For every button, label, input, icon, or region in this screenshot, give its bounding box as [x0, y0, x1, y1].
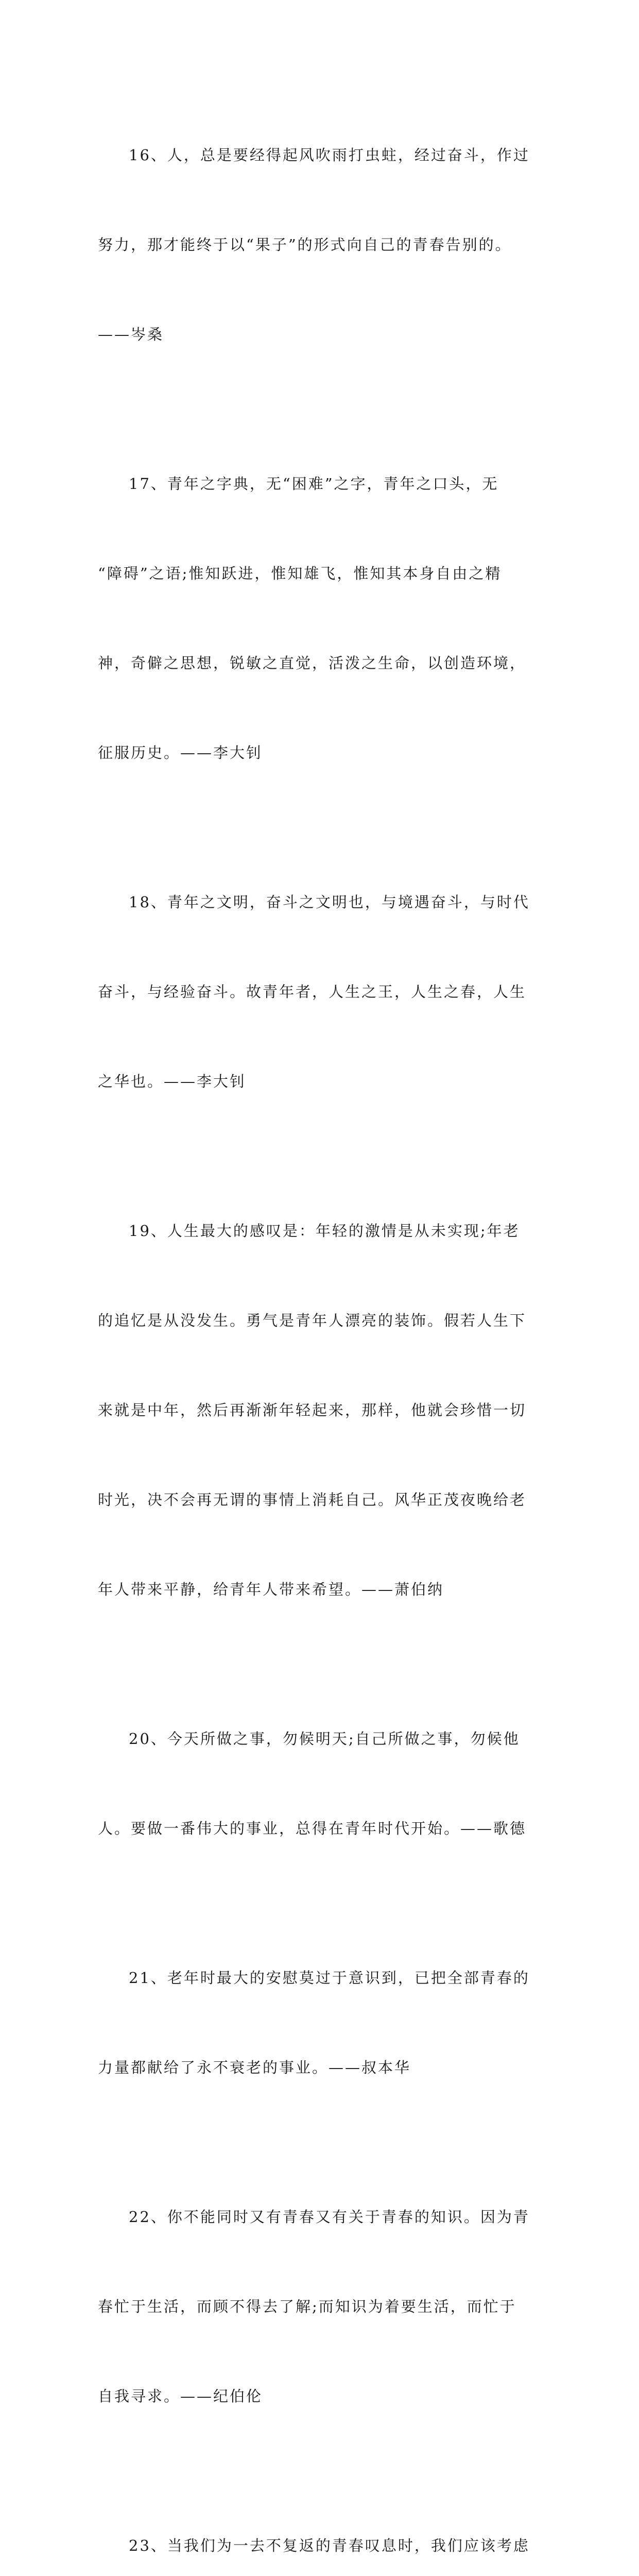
quote-paragraph-19 [98, 1156, 541, 1664]
text-line: 征服历史。——李大钊 [98, 744, 263, 761]
quote-paragraph-17 [98, 409, 541, 827]
text-line: 之华也。——李大钊 [98, 1073, 247, 1090]
quote-paragraph-22 [98, 2142, 541, 2471]
text-line: 23、当我们为一去不复返的青春叹息时，我们应该考虑 [129, 2537, 530, 2554]
document-body [98, 80, 541, 2576]
text-line: 力量都献给了永不衰老的事业。——叔本华 [98, 2059, 411, 2076]
text-line: 奋斗，与经验奋斗。故青年者，人生之王，人生之春，人生 [98, 983, 527, 1001]
text-line: 神，奇僻之思想，锐敏之直觉，活泼之生命，以创造环境， [98, 654, 527, 672]
text-line: 16、人，总是要经得起风吹雨打虫蛀，经过奋斗，作过 [129, 146, 530, 164]
text-line: “障碍”之语;惟知跃进，惟知雄飞，惟知其本身自由之精 [98, 565, 502, 582]
quote-paragraph-18 [98, 827, 541, 1156]
text-line: 春忙于生活，而顾不得去了解;而知识为着要生活，而忙于 [98, 2298, 516, 2315]
text-line: 22、你不能同时又有青春又有关于青春的知识。因为青 [129, 2208, 530, 2226]
text-line: 的追忆是从没发生。勇气是青年人漂亮的装饰。假若人生下 [98, 1312, 527, 1329]
quote-paragraph-20 [98, 1664, 541, 1903]
quote-paragraph-16 [98, 80, 541, 409]
text-line: 19、人生最大的感叹是：年轻的激情是从未实现;年老 [129, 1222, 520, 1240]
text-line: 时光，决不会再无谓的事情上消耗自己。风华正茂夜晚给老 [98, 1491, 527, 1509]
text-line: 20、今天所做之事，勿候明天;自己所做之事，勿候他 [129, 1730, 520, 1748]
text-line: 21、老年时最大的安慰莫过于意识到，已把全部青春的 [129, 1969, 530, 1987]
text-line: 人。要做一番伟大的事业，总得在青年时代开始。——歌德 [98, 1820, 527, 1837]
quote-paragraph-21 [98, 1903, 541, 2142]
text-line: 17、青年之字典，无“困难”之字，青年之口头，无 [129, 475, 499, 493]
text-line: 自我寻求。——纪伯伦 [98, 2387, 263, 2405]
text-line: 努力，那才能终于以“果子”的形式向自己的青春告别的。 [98, 236, 512, 253]
quote-paragraph-23 [98, 2471, 541, 2576]
text-line: 来就是中年，然后再渐渐年轻起来，那样，他就会珍惜一切 [98, 1401, 527, 1419]
text-line: 年人带来平静，给青年人带来希望。——萧伯纳 [98, 1581, 444, 1598]
text-line: 18、青年之文明，奋斗之文明也，与境遇奋斗，与时代 [129, 893, 530, 911]
text-line: ——岑桑 [98, 326, 164, 343]
